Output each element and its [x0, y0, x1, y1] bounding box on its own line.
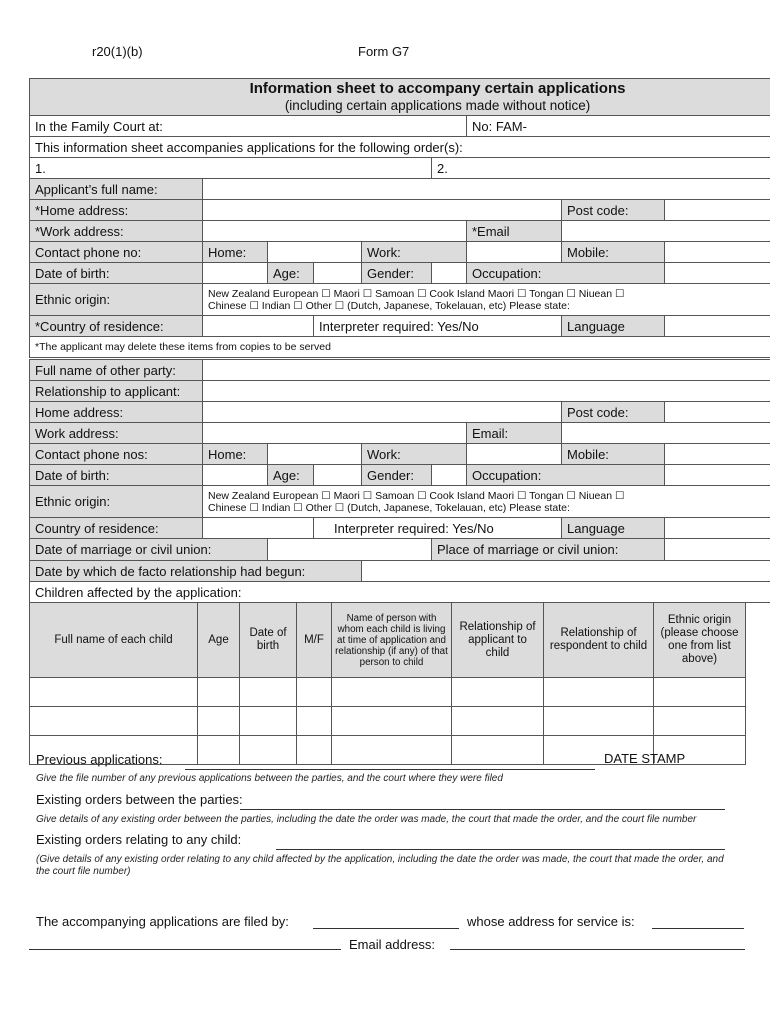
applicant-home-phone-input[interactable] — [268, 242, 362, 263]
applicant-work-address-input[interactable] — [203, 221, 467, 242]
applicant-gender-input[interactable] — [432, 263, 467, 284]
applicant-ethnic-line-1: New Zealand European ☐ Maori ☐ Samoan ☐ Cook Island Maori ☐ Tongan ☐ Niuean ☐ — [208, 287, 625, 300]
table-cell[interactable] — [30, 707, 198, 736]
other-ethnic-options[interactable] — [203, 486, 770, 518]
table-cell[interactable] — [332, 707, 452, 736]
other-age-input[interactable] — [314, 465, 362, 486]
other-mobile-label: Mobile: — [562, 444, 665, 465]
applicant-work-address-label: *Work address: — [30, 221, 203, 242]
table-cell[interactable] — [198, 678, 240, 707]
col-ethnic-origin: Ethnic origin (please choose one from list above) — [654, 603, 746, 678]
previous-applications-hint: Give the file number of any previous applications between the parties, and the court where they were filed — [36, 773, 503, 784]
applicant-language-label: Language — [562, 316, 665, 337]
other-occupation-input[interactable] — [665, 465, 770, 486]
other-ethnic-line-2: Chinese ☐ Indian ☐ Other ☐ (Dutch, Japanese, Tokelauan, etc) Please state: — [208, 501, 570, 514]
other-language-label: Language — [562, 518, 665, 539]
table-cell[interactable] — [240, 736, 297, 765]
col-respondent-relationship: Relationship of respondent to child — [544, 603, 654, 678]
other-dob-label: Date of birth: — [30, 465, 203, 486]
rule-reference: r20(1)(b) — [92, 44, 143, 59]
applicant-phone-label: Contact phone no: — [30, 242, 203, 263]
existing-orders-parties-label: Existing orders between the parties: — [36, 792, 243, 807]
other-ethnic-line-1: New Zealand European ☐ Maori ☐ Samoan ☐ Cook Island Maori ☐ Tongan ☐ Niuean ☐ — [208, 489, 625, 502]
existing-orders-child-label: Existing orders relating to any child: — [36, 832, 242, 847]
marriage-place-input[interactable] — [665, 539, 770, 561]
table-cell[interactable] — [198, 707, 240, 736]
other-relationship-label: Relationship to applicant: — [30, 381, 203, 402]
children-table — [29, 602, 746, 765]
other-party-table — [29, 359, 770, 603]
table-cell[interactable] — [30, 678, 198, 707]
marriage-place-label: Place of marriage or civil union: — [432, 539, 665, 561]
other-name-input[interactable] — [203, 360, 770, 381]
other-home-phone-input[interactable] — [268, 444, 362, 465]
applicant-occupation-label: Occupation: — [467, 263, 665, 284]
table-cell[interactable] — [198, 736, 240, 765]
applicant-age-label: Age: — [268, 263, 314, 284]
children-label: Children affected by the application: — [30, 582, 770, 603]
applicant-home-address-label: *Home address: — [30, 200, 203, 221]
applicant-postcode-input[interactable] — [665, 200, 770, 221]
applicant-email-input[interactable] — [562, 221, 770, 242]
form-number: Form G7 — [358, 44, 410, 59]
applicant-postcode-label: Post code: — [562, 200, 665, 221]
other-home-phone-label: Home: — [203, 444, 268, 465]
applicant-name-input[interactable] — [203, 179, 770, 200]
applicant-email-label: *Email — [467, 221, 562, 242]
other-country-label: Country of residence: — [30, 518, 203, 539]
applicant-mobile-label: Mobile: — [562, 242, 665, 263]
applicant-work-phone-label: Work: — [362, 242, 467, 263]
address-service-line[interactable] — [652, 928, 744, 929]
existing-orders-parties-hint: Give details of any existing order between the parties, including the date the order was made, the court that made the order, and the court file number — [36, 814, 697, 825]
applicant-dob-label: Date of birth: — [30, 263, 203, 284]
other-relationship-input[interactable] — [203, 381, 770, 402]
other-interpreter[interactable]: Interpreter required: Yes/No — [314, 518, 562, 539]
filed-by-label: The accompanying applications are filed by: — [36, 914, 289, 929]
applicant-gender-label: Gender: — [362, 263, 432, 284]
email-address-line[interactable] — [450, 949, 745, 950]
other-email-input[interactable] — [562, 423, 770, 444]
order-2-field[interactable]: 2. — [432, 158, 770, 179]
previous-applications-label: Previous applications: — [36, 752, 163, 767]
table-cell[interactable] — [332, 678, 452, 707]
other-language-input[interactable] — [665, 518, 770, 539]
court-field[interactable]: In the Family Court at: — [30, 116, 467, 137]
col-applicant-relationship: Relationship of applicant to child — [452, 603, 544, 678]
orders-label: This information sheet accompanies applications for the following order(s): — [30, 137, 770, 158]
filed-by-line[interactable] — [313, 928, 459, 929]
other-home-address-label: Home address: — [30, 402, 203, 423]
address-service-label: whose address for service is: — [467, 914, 635, 929]
col-living-with: Name of person with whom each child is living at time of application and relationship (if any) of that person to child — [332, 603, 452, 678]
applicant-home-address-input[interactable] — [203, 200, 562, 221]
applicant-table — [29, 78, 770, 358]
table-cell[interactable] — [654, 707, 746, 736]
table-cell[interactable] — [452, 736, 544, 765]
other-home-address-input[interactable] — [203, 402, 562, 423]
table-cell[interactable] — [297, 736, 332, 765]
applicant-country-input[interactable] — [203, 316, 314, 337]
other-postcode-input[interactable] — [665, 402, 770, 423]
table-cell[interactable] — [297, 707, 332, 736]
existing-orders-child-hint: (Give details of any existing order relating to any child affected by the application, including the date the order was made, the court that made the order, and the court file number) — [36, 854, 724, 877]
title-sub: (including certain applications made without notice) — [284, 98, 591, 113]
other-gender-input[interactable] — [432, 465, 467, 486]
applicant-dob-input[interactable] — [203, 263, 268, 284]
order-1-field[interactable]: 1. — [30, 158, 432, 179]
applicant-home-phone-label: Home: — [203, 242, 268, 263]
date-stamp-label: DATE STAMP — [604, 751, 686, 766]
applicant-occupation-input[interactable] — [665, 263, 770, 284]
file-number-field[interactable]: No: FAM- — [467, 116, 770, 137]
applicant-ethnic-label: Ethnic origin: — [30, 284, 203, 316]
applicant-delete-note: *The applicant may delete these items from copies to be served — [30, 337, 770, 358]
col-age: Age — [198, 603, 240, 678]
other-mobile-input[interactable] — [665, 444, 770, 465]
marriage-date-label: Date of marriage or civil union: — [30, 539, 268, 561]
other-postcode-label: Post code: — [562, 402, 665, 423]
table-cell[interactable] — [654, 678, 746, 707]
previous-applications-line[interactable] — [185, 769, 595, 770]
existing-orders-child-line[interactable] — [276, 849, 725, 850]
table-cell[interactable] — [240, 678, 297, 707]
other-occupation-label: Occupation: — [467, 465, 665, 486]
table-cell[interactable] — [297, 678, 332, 707]
other-phone-label: Contact phone nos: — [30, 444, 203, 465]
table-cell[interactable] — [452, 707, 544, 736]
other-email-label: Email: — [467, 423, 562, 444]
existing-orders-parties-line[interactable] — [240, 809, 725, 810]
col-dob: Date of birth — [240, 603, 297, 678]
applicant-age-input[interactable] — [314, 263, 362, 284]
applicant-ethnic-line-2: Chinese ☐ Indian ☐ Other ☐ (Dutch, Japanese, Tokelauan, etc) Please state: — [208, 299, 570, 312]
defacto-input[interactable] — [362, 561, 770, 582]
other-gender-label: Gender: — [362, 465, 432, 486]
table-cell[interactable] — [544, 678, 654, 707]
other-ethnic-label: Ethnic origin: — [30, 486, 203, 518]
table-cell[interactable] — [452, 678, 544, 707]
applicant-mobile-input[interactable] — [665, 242, 770, 263]
other-age-label: Age: — [268, 465, 314, 486]
other-work-address-label: Work address: — [30, 423, 203, 444]
applicant-name-label: Applicant’s full name: — [30, 179, 203, 200]
other-work-address-input[interactable] — [203, 423, 467, 444]
applicant-interpreter[interactable]: Interpreter required: Yes/No — [314, 316, 562, 337]
applicant-ethnic-options[interactable] — [203, 284, 770, 316]
table-cell[interactable] — [332, 736, 452, 765]
applicant-language-input[interactable] — [665, 316, 770, 337]
marriage-date-input[interactable] — [268, 539, 432, 561]
other-work-phone-input[interactable] — [467, 444, 562, 465]
form-title — [30, 79, 770, 116]
address-line-2[interactable] — [29, 949, 341, 950]
applicant-work-phone-input[interactable] — [467, 242, 562, 263]
other-name-label: Full name of other party: — [30, 360, 203, 381]
table-cell[interactable] — [544, 707, 654, 736]
table-row[interactable] — [30, 678, 746, 707]
other-dob-input[interactable] — [203, 465, 268, 486]
defacto-label: Date by which de facto relationship had begun: — [30, 561, 362, 582]
other-work-phone-label: Work: — [362, 444, 467, 465]
email-address-label: Email address: — [349, 937, 435, 952]
col-sex: M/F — [297, 603, 332, 678]
table-row[interactable] — [30, 707, 746, 736]
table-cell[interactable] — [240, 707, 297, 736]
other-country-input[interactable] — [203, 518, 314, 539]
col-child-name: Full name of each child — [30, 603, 198, 678]
applicant-country-label: *Country of residence: — [30, 316, 203, 337]
title-main: Information sheet to accompany certain applications — [249, 80, 626, 97]
form-body — [29, 78, 745, 765]
